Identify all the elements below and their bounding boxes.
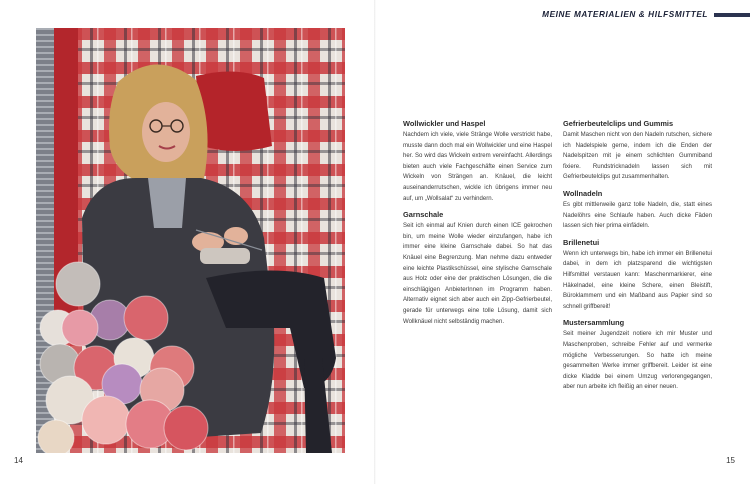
section-mustersammlung <box>563 317 712 393</box>
section-body: Seit ich einmal auf Knien durch einen ICE gekrochen bin, um meine Wolle wieder einzufangen, habe ich immer eine kleine Garnschale dabei. So hat das Knäuel eine Begrenzung. Man nehme dazu entweder eine leichte Plastikschüssel, eine stylische Garnschale aus Holz oder eine der praktischen Lösungen, die die einschlägigen AnbieterInnen im Programm haben. Alternativ eignet sich aber auch ein Zipp-Gefrierbeutel, gerade für unterwegs eine tolle Lösung, damit sich Wollknäuel nicht selbständig machen. <box>403 223 552 325</box>
section-heading: Wollwickler und Haspel <box>403 119 486 128</box>
page-gutter <box>374 0 376 484</box>
section-body: Seit meiner Jugendzeit notiere ich mir Muster und Maschenproben, schreibe Fehler auf und vermerke mögliche Verbesserungen. So hatte ich meine gesammelten Werke immer griffbereit. Leider ist eine dicke Kladde bei einem Umzug verlorengegangen, aber nun arbeite ich fleißig an einer neuen. <box>563 331 712 391</box>
running-header <box>542 10 750 19</box>
section-heading: Garnschale <box>403 210 444 220</box>
section-body: Es gibt mittlerweile ganz tolle Nadeln, die, statt eines Nadelöhrs eine Schlaufe haben. Auch dicke Fäden lassen sich hier prima einfädeln. <box>563 201 712 230</box>
running-header-title: MEINE MATERIALIEN & HILFSMITTEL <box>542 10 708 19</box>
knitting-photo <box>36 28 345 453</box>
header-accent-bar <box>714 13 750 17</box>
text-column-right <box>563 118 712 398</box>
section-gefrierbeutelclips <box>563 118 712 183</box>
section-body: Damit Maschen nicht von den Nadeln rutschen, sichere ich Nadelspiele gerne, indem ich die Enden der Nadelspitzen mit je einem schlichten Gummiband fixiere. Rundstricknadeln lassen sich mit Gefrierbeutelclips gut zusammenhalten. <box>563 132 712 181</box>
section-wollnadeln <box>563 188 712 232</box>
section-heading: Gefrierbeutelclips und Gummis <box>563 119 674 128</box>
section-heading: Mustersammlung <box>563 318 625 328</box>
page-number-right: 15 <box>726 456 735 465</box>
text-column-left <box>403 118 552 332</box>
section-garnschale <box>403 209 552 327</box>
section-body: Wenn ich unterwegs bin, habe ich immer ein Brillenetui dabei, in dem ich platzsparend die wichtigsten Hilfsmittel verstauen kann: Maschenmarkierer, eine Häkelnadel, eine kleine Schere, einen Bleistift, Büroklammern und ein Maßband aus Papier sind so schnell griffbereit! <box>563 250 712 310</box>
page-number-left: 14 <box>14 456 23 465</box>
section-brillenetui <box>563 237 712 313</box>
section-wollwickler <box>403 118 552 204</box>
section-body: Nachdem ich viele, viele Stränge Wolle verstrickt habe, musste dann doch mal ein Wollwickler und eine Haspel her. So wird das Wickeln extrem vereinfacht. Allerdings bieten auch viele Fachgeschäfte einen Service zum Wickeln von Strängen an. Knäuel, die leicht auseinanderrutschen, wickle ich übrigens immer neu auf, um „Wollsalat“ zu verhindern. <box>403 132 552 202</box>
section-heading: Wollnadeln <box>563 188 603 198</box>
section-heading: Brillenetui <box>563 237 600 247</box>
